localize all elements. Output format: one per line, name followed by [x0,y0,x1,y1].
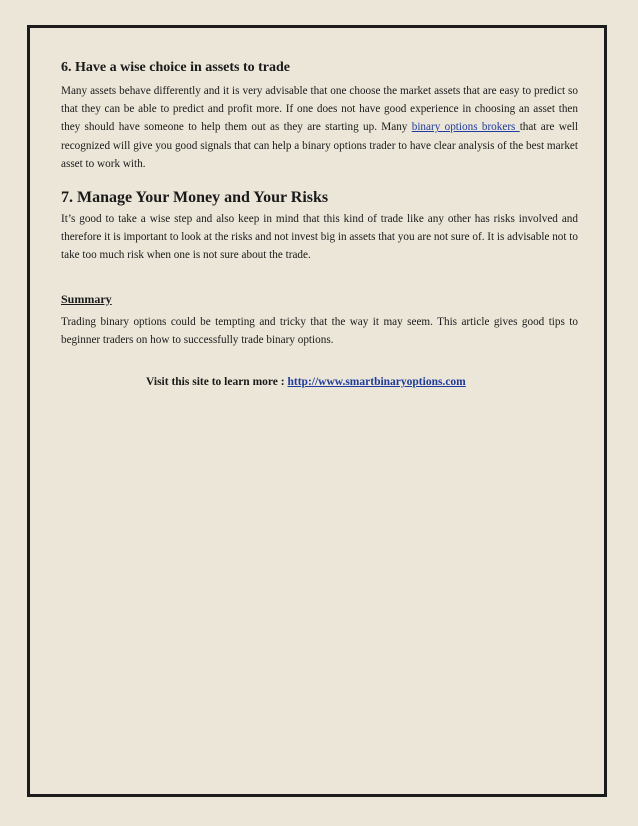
summary-heading: Summary [61,291,112,306]
visit-line [146,373,578,391]
section-6-heading: 6. Have a wise choice in assets to trade [61,60,291,75]
section-6-paragraph [61,82,578,173]
section-6-text-start: Many assets behave differently and it is very advisable that one choose the market assets that are easy to predict so that they can be able to predict and profit more. If one does not have good experience in choosing an asset then they should have someone to help them out as they are starting up. Many [61,85,578,134]
site-url-link[interactable]: http://www.smartbinaryoptions.com [287,376,466,389]
visit-label: Visit this site to learn more : [146,376,288,389]
section-7-heading: 7. Manage Your Money and Your Risks [61,189,329,207]
article-content [61,58,578,391]
binary-options-brokers-link[interactable]: binary options brokers [411,121,520,134]
section-6-text-end: that are well recognized will give you good signals that can help a binary options trader to have clear analysis of the best market asset to work with. [61,121,578,170]
summary-paragraph: Trading binary options could be tempting and tricky that the way it may seem. This article gives good tips to beginner traders on how to successfully trade binary options. [61,315,578,346]
section-7-paragraph: It’s good to take a wise step and also keep in mind that this kind of trade like any other has risks involved and therefore it is important to look at the risks and not invest big in assets that you are not sure of. It is advisable not to take too much risk when one is not sure about the trade. [61,213,579,262]
